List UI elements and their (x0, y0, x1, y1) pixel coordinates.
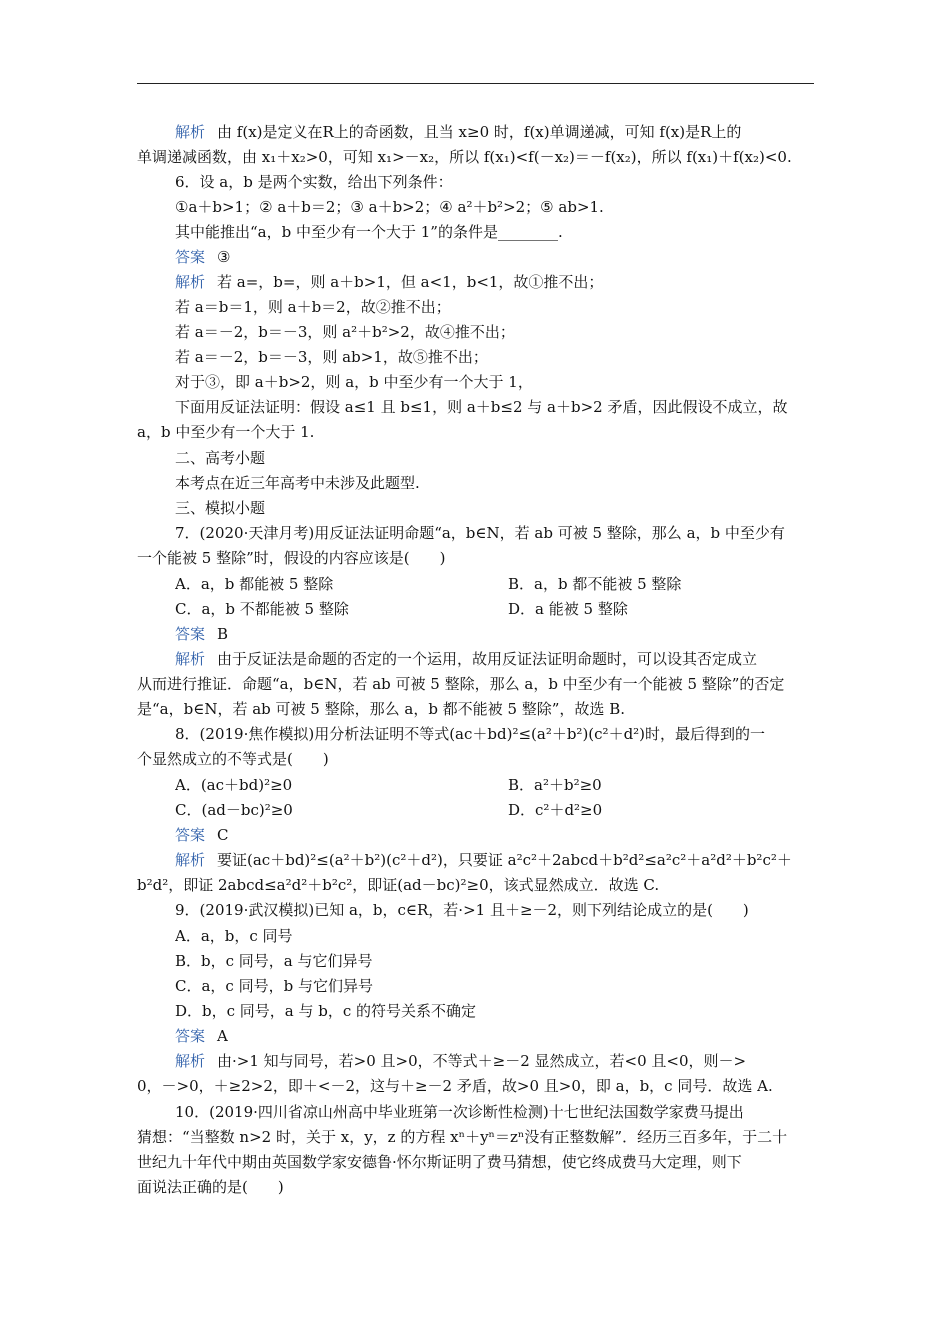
text-line: 若 a＝－2，b＝－3，则 ab>1，故⑤推不出； (175, 348, 488, 366)
question-8-stem: 8．(2019·焦作模拟)用分析法证明不等式(ac＋bd)²≤(a²＋b²)(c²＋d²)时，最后得到的一 (175, 725, 766, 743)
answer-label: 答案 (175, 1027, 206, 1045)
question-6-prompt: 其中能推出“a，b 中至少有一个大于 1”的条件是________. (175, 223, 563, 241)
question-8-stem-cont: 个显然成立的不等式是( ) (137, 750, 329, 768)
analysis-label: 解析 (175, 1052, 206, 1070)
text-line: 面说法正确的是( ) (137, 1178, 284, 1196)
question-9-stem: 9．(2019·武汉模拟)已知 a，b，c∈R，若·>1 且＋≥－2，则下列结论成立的是( ) (175, 901, 749, 919)
answer-9: 答案 A (175, 1027, 228, 1045)
analysis-label: 解析 (175, 650, 206, 668)
question-10-stem: 10．(2019·四川省凉山州高中毕业班第一次诊断性检测)十七世纪法国数学家费马提出 (175, 1103, 744, 1121)
text-line: 从而进行推证．命题“a，b∈N，若 ab 可被 5 整除，那么 a，b 中至少有一个能被 5 整除”的否定 (137, 675, 785, 693)
option-a: A．a，b 都能被 5 整除 (175, 575, 334, 593)
answer-label: 答案 (175, 625, 206, 643)
text-line: 单调递减函数，由 x₁＋x₂>0，可知 x₁>－x₂，所以 f(x₁)<f(－x₂)＝－f(x₂)，所以 f(x₁)＋f(x₂)<0. (137, 148, 792, 166)
option-b: B．b，c 同号，a 与它们异号 (175, 952, 373, 970)
analysis-7: 解析 由于反证法是命题的否定的一个运用，故用反证法证明命题时，可以设其否定成立 (175, 650, 758, 668)
header-rule (137, 83, 814, 84)
analysis-5: 解析 由 f(x)是定义在R上的奇函数，且当 x≥0 时，f(x)单调递减，可知 f(x)是R上的 (175, 123, 742, 141)
analysis-9: 解析 由·>1 知与同号，若>0 且>0，不等式＋≥－2 显然成立，若<0 且<0，则－> (175, 1052, 747, 1070)
section-heading: 三、模拟小题 (175, 499, 266, 517)
analysis-6: 解析 若 a=，b=，则 a＋b>1，但 a<1，b<1，故①推不出； (175, 273, 604, 291)
analysis-8: 解析 要证(ac＋bd)²≤(a²＋b²)(c²＋d²)，只要证 a²c²＋2abcd＋b²d²≤a²c²＋a²d²＋b²c²＋ (175, 851, 792, 869)
text-line: 下面用反证法证明：假设 a≤1 且 b≤1，则 a＋b≤2 与 a＋b>2 矛盾，因此假设不成立，故 (175, 398, 788, 416)
option-c: C．a，b 不都能被 5 整除 (175, 600, 349, 618)
text-line: 猜想：“当整数 n>2 时，关于 x，y，z 的方程 xⁿ＋yⁿ＝zⁿ没有正整数解”．经历三百多年，于二十 (137, 1128, 788, 1146)
text-line: b²d²，即证 2abcd≤a²d²＋b²c²，即证(ad－bc)²≥0，该式显然成立．故选 C. (137, 876, 660, 894)
text-line: 本考点在近三年高考中未涉及此题型. (175, 474, 420, 492)
option-a: A．(ac＋bd)²≥0 (175, 776, 293, 794)
analysis-label: 解析 (175, 851, 206, 869)
text-line: 对于③，即 a＋b>2，则 a，b 中至少有一个大于 1， (175, 373, 533, 391)
option-a: A．a，b，c 同号 (175, 927, 293, 945)
option-b: B．a，b 都不能被 5 整除 (508, 575, 682, 593)
option-d: D．a 能被 5 整除 (508, 600, 628, 618)
text-line: 若 a＝b＝1，则 a＋b＝2，故②推不出； (175, 298, 451, 316)
text-line: 若 a＝－2，b＝－3，则 a²＋b²>2，故④推不出； (175, 323, 515, 341)
option-d: D．b，c 同号，a 与 b，c 的符号关系不确定 (175, 1002, 477, 1020)
option-c: C．a，c 同号，b 与它们异号 (175, 977, 373, 995)
option-b: B．a²＋b²≥0 (508, 776, 602, 794)
answer-7: 答案 B (175, 625, 229, 643)
analysis-label: 解析 (175, 273, 206, 291)
answer-8: 答案 C (175, 826, 229, 844)
answer-label: 答案 (175, 826, 206, 844)
question-7-stem-cont: 一个能被 5 整除”时，假设的内容应该是( ) (137, 549, 446, 567)
text-line: 是“a，b∈N，若 ab 可被 5 整除，那么 a，b 都不能被 5 整除”，故选 B. (137, 700, 625, 718)
question-7-stem: 7．(2020·天津月考)用反证法证明命题“a，b∈N，若 ab 可被 5 整除，那么 a，b 中至少有 (175, 524, 785, 542)
text-line: a，b 中至少有一个大于 1. (137, 423, 315, 441)
answer-label: 答案 (175, 248, 206, 266)
question-6-conditions: ①a＋b>1；② a＋b＝2；③ a＋b>2；④ a²＋b²>2；⑤ ab>1. (175, 198, 604, 216)
text-line: 世纪九十年代中期由英国数学家安德鲁·怀尔斯证明了费马猜想，使它终成费马大定理，则下 (137, 1153, 742, 1171)
analysis-label: 解析 (175, 123, 206, 141)
text-line: 0，－>0，＋≥2>2，即＋<－2，这与＋≥－2 矛盾，故>0 且>0，即 a，b，c 同号．故选 A. (137, 1077, 773, 1095)
question-6-stem: 6．设 a，b 是两个实数，给出下列条件： (175, 173, 453, 191)
option-c: C．(ad－bc)²≥0 (175, 801, 293, 819)
option-d: D．c²＋d²≥0 (508, 801, 603, 819)
answer-6: 答案 ③ (175, 248, 231, 266)
section-heading: 二、高考小题 (175, 449, 266, 467)
